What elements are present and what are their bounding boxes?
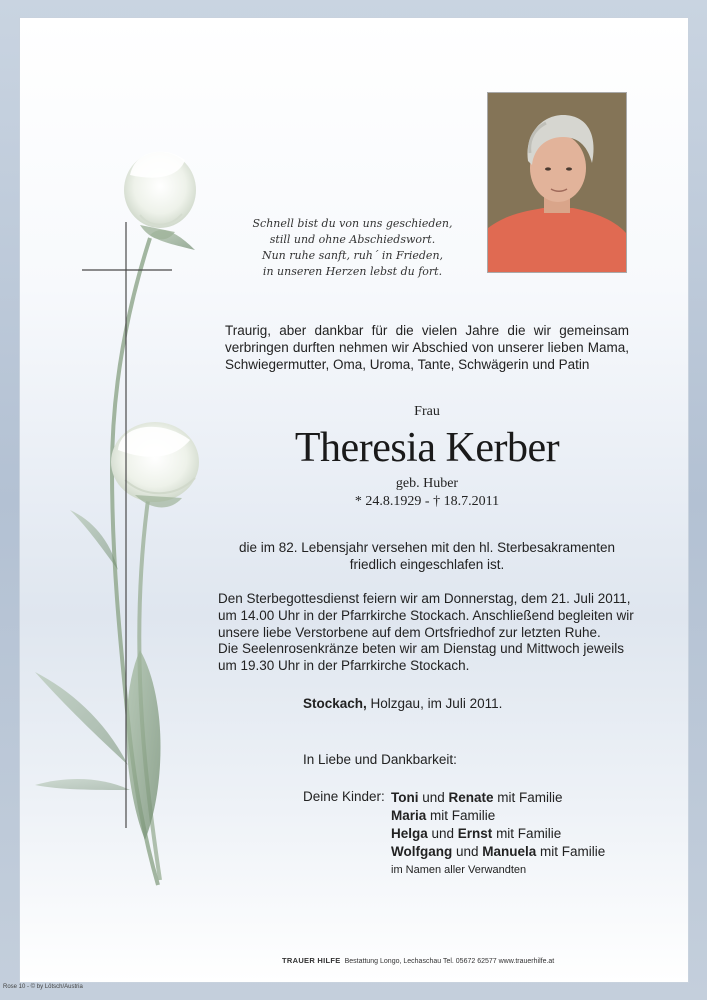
- partner-name: Renate: [448, 790, 494, 805]
- image-credit: Rose 10 - © by Lötsch/Austria: [3, 984, 83, 990]
- rosary-line: Die Seelenrosenkränze beten wir am Dienstag und Mittwoch jeweils: [218, 641, 624, 656]
- rose-lower-bloom: [111, 422, 199, 507]
- relatives-line: im Namen aller Verwandten: [391, 864, 527, 876]
- child-name: Helga: [391, 826, 428, 841]
- leaf-left-2: [35, 779, 130, 790]
- intro-line: verbringen durften nehmen wir Abschied von unserer lieben Mama,: [225, 340, 629, 355]
- children-label: Deine Kinder:: [303, 789, 385, 804]
- child-row: [391, 789, 605, 807]
- footer: [282, 956, 554, 965]
- sacrament-line: die im 82. Lebensjahr versehen mit den hl. Sterbesakramenten: [239, 540, 615, 555]
- child-row: [391, 825, 605, 843]
- joiner: und: [452, 844, 483, 859]
- children-list: [391, 789, 605, 879]
- joiner: und: [427, 826, 458, 841]
- family-suffix: mit Familie: [493, 790, 563, 805]
- footer-brand: TRAUER HILFE: [282, 956, 341, 965]
- intro-line: Traurig, aber dankbar für die vielen Jahre die wir gemeinsam: [225, 323, 629, 338]
- child-name: Maria: [391, 808, 427, 823]
- intro-text: [225, 322, 629, 373]
- joiner: und: [418, 790, 449, 805]
- child-name: Wolfgang: [391, 844, 453, 859]
- salutation: Frau: [414, 404, 440, 419]
- poem-line: in unseren Herzen lebst du fort.: [262, 265, 443, 278]
- poem: [230, 216, 475, 280]
- child-name: Toni: [391, 790, 419, 805]
- intro-line: Schwiegermutter, Oma, Uroma, Tante, Schwägerin und Patin: [225, 357, 590, 372]
- family-suffix: mit Familie: [426, 808, 496, 823]
- poem-line: still und ohne Abschiedswort.: [269, 233, 436, 246]
- place-rest: Holzgau, im Juli 2011.: [366, 696, 503, 711]
- poem-line: Schnell bist du von uns geschieden,: [252, 217, 453, 230]
- footer-text: Bestattung Longo, Lechaschau Tel. 05672 62577 www.trauerhilfe.at: [344, 958, 555, 965]
- maiden-name: geb. Huber: [395, 476, 459, 491]
- place-bold: Stockach,: [303, 696, 367, 711]
- child-row: [391, 843, 605, 861]
- funeral-service-text: [218, 590, 634, 641]
- family-suffix: mit Familie: [492, 826, 562, 841]
- sacrament-text: [225, 539, 629, 573]
- partner-name: Ernst: [457, 826, 493, 841]
- life-dates: * 24.8.1929 - † 18.7.2011: [354, 494, 500, 509]
- portrait-image: [488, 93, 626, 272]
- portrait-photo: [487, 92, 627, 273]
- rosary-text: [218, 640, 630, 674]
- service-line: um 14.00 Uhr in der Pfarrkirche Stockach. Anschließend begleiten wir: [218, 608, 634, 623]
- deceased-name: Theresia Kerber: [294, 425, 560, 471]
- partner-name: Manuela: [482, 844, 537, 859]
- sacrament-line: friedlich eingeschlafen ist.: [349, 557, 505, 572]
- service-line: Den Sterbegottesdienst feiern wir am Donnerstag, dem 21. Juli 2011,: [218, 591, 631, 606]
- leaf-left: [35, 672, 128, 765]
- leaf-large: [126, 650, 160, 840]
- child-row: [391, 807, 605, 825]
- family-suffix: mit Familie: [536, 844, 606, 859]
- closing-phrase: In Liebe und Dankbarkeit:: [303, 752, 457, 767]
- service-line: unsere liebe Verstorbene auf dem Ortsfriedhof zur letzten Ruhe.: [218, 625, 601, 640]
- place-date: [303, 696, 502, 711]
- rose-upper-bloom: [124, 152, 196, 240]
- rosary-line: um 19.30 Uhr in der Pfarrkirche Stockach.: [218, 658, 470, 673]
- poem-line: Nun ruhe sanft, ruh´ in Frieden,: [261, 249, 444, 262]
